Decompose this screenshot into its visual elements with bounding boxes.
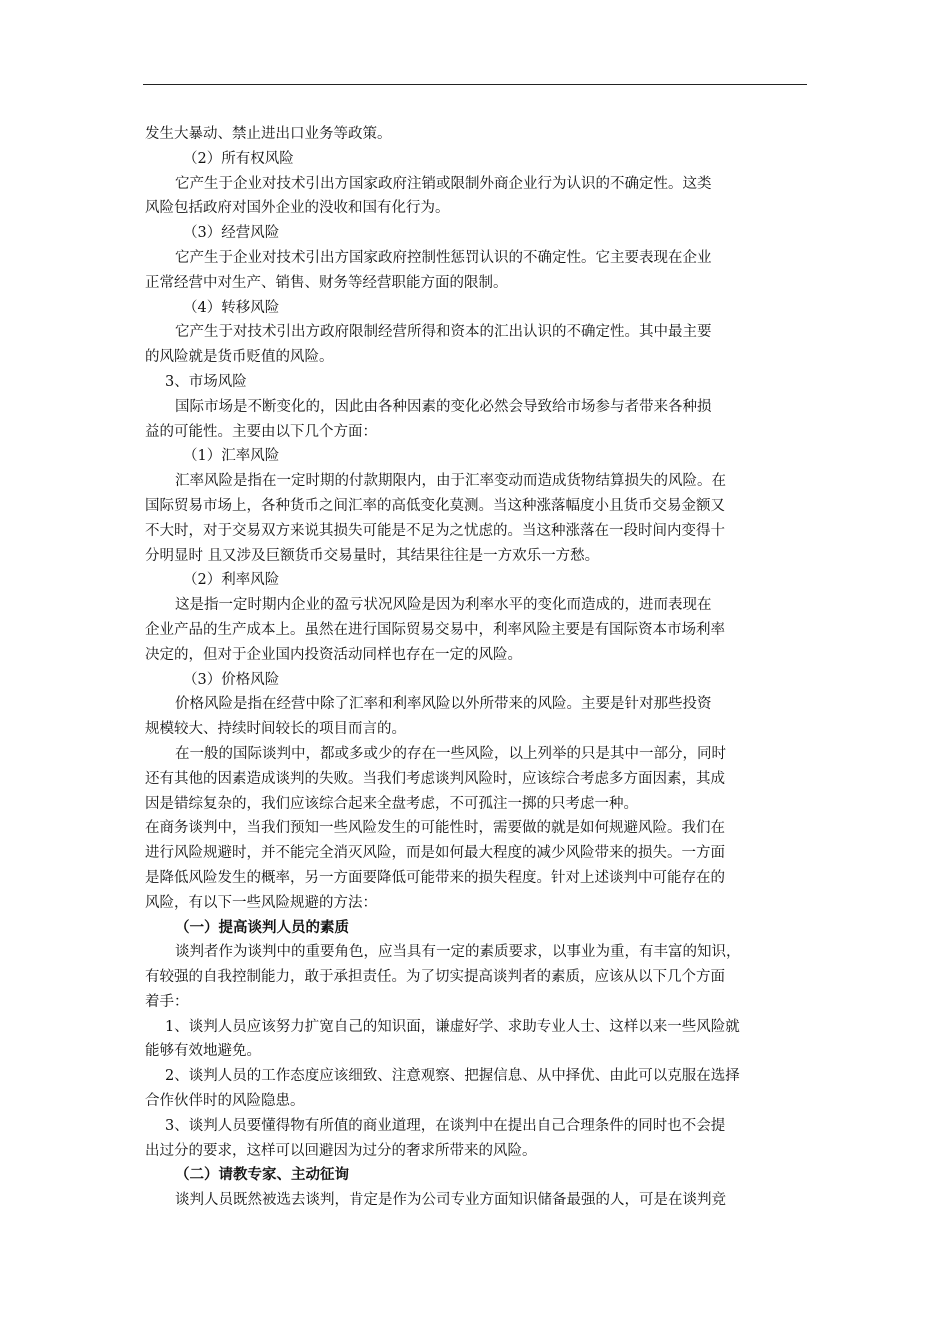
section-heading: （一）提高谈判人员的素质: [175, 918, 349, 936]
text-line: 出过分的要求，这样可以回避因为过分的奢求所带来的风险。: [145, 1142, 537, 1159]
text-line: 因是错综复杂的，我们应该综合起来全盘考虑，不可孤注一掷的只考虑一种。: [145, 795, 638, 812]
text-line: 发生大暴动、禁止进出口业务等政策。: [145, 126, 392, 142]
text-line: 在一般的国际谈判中，都或多或少的存在一些风险，以上列举的只是其中一部分，同时: [175, 745, 726, 762]
text-line: 着手：: [145, 993, 189, 1010]
text-line: 是降低风险发生的概率，另一方面要降低可能带来的损失程度。针对上述谈判中可能存在的: [145, 869, 725, 886]
document-body: [145, 122, 807, 1213]
text-line: 进行风险规避时，并不能完全消灭风险，而是如何最大程度的减少风险带来的损失。一方面: [145, 845, 725, 862]
text-line: 这是指一定时期内企业的盈亏状况风险是因为利率水平的变化而造成的，进而表现在: [175, 597, 712, 614]
text-line: （3）价格风险: [183, 671, 280, 688]
text-line: 正常经营中对生产、销售、财务等经营职能方面的限制。: [145, 274, 508, 291]
text-line: （2）所有权风险: [183, 150, 294, 167]
header-rule: [143, 84, 807, 85]
text-line: （4）转移风险: [183, 299, 280, 316]
text-line: 3、谈判人员要懂得物有所值的商业道理，在谈判中在提出自己合理条件的同时也不会提: [165, 1117, 726, 1134]
text-line: 它产生于企业对技术引出方国家政府注销或限制外商企业行为认识的不确定性。这类: [175, 175, 712, 192]
text-line: 汇率风险是指在一定时期的付款期限内，由于汇率变动而造成货物结算损失的风险。在: [175, 473, 726, 490]
text-line: （1）汇率风险: [183, 448, 280, 465]
text-line: 风险，有以下一些风险规避的方法：: [145, 894, 377, 911]
text-line: 在商务谈判中，当我们预知一些风险发生的可能性时，需要做的就是如何规避风险。我们在: [145, 820, 725, 837]
text-line: （2）利率风险: [183, 572, 280, 589]
text-line: 谈判者作为谈判中的重要角色，应当具有一定的素质要求，以事业为重，有丰富的知识，: [175, 944, 741, 961]
text-line: 它产生于企业对技术引出方国家政府控制性惩罚认识的不确定性。它主要表现在企业: [175, 249, 712, 266]
text-line: 企业产品的生产成本上。虽然在进行国际贸易交易中，利率风险主要是有国际资本市场利率: [145, 621, 725, 638]
text-line: 不大时，对于交易双方来说其损失可能是不足为之忧虑的。当这种涨落在一段时间内变得十: [145, 522, 725, 539]
text-line: 价格风险是指在经营中除了汇率和利率风险以外所带来的风险。主要是针对那些投资: [175, 696, 712, 713]
text-line: 国际贸易市场上，各种货币之间汇率的高低变化莫测。当这种涨落幅度小且货币交易金额又: [145, 497, 725, 514]
text-line: 1、谈判人员应该努力扩宽自己的知识面，谦虚好学、求助专业人士、这样以来一些风险就: [165, 1018, 740, 1035]
text-line: 3、市场风险: [165, 373, 247, 390]
text-line: 的风险就是货币贬值的风险。: [145, 349, 334, 366]
text-line: （3）经营风险: [183, 225, 280, 242]
text-line: 决定的，但对于企业国内投资活动同样也存在一定的风险。: [145, 646, 522, 663]
text-line: 能够有效地避免。: [145, 1043, 261, 1060]
text-line: 2、谈判人员的工作态度应该细致、注意观察、把握信息、从中择优、由此可以克服在选择: [165, 1068, 740, 1085]
text-line: 合作伙伴时的风险隐患。: [145, 1093, 305, 1110]
text-line: 分明显时 且又涉及巨额货币交易量时，其结果往往是一方欢乐一方愁。: [145, 547, 600, 564]
text-line: 益的可能性。主要由以下几个方面：: [145, 423, 377, 440]
section-heading: （二）请教专家、主动征询: [175, 1166, 349, 1184]
text-line: 还有其他的因素造成谈判的失败。当我们考虑谈判风险时，应该综合考虑多方面因素，其成: [145, 770, 725, 787]
text-line: 规模较大、持续时间较长的项目而言的。: [145, 721, 406, 738]
text-line: 谈判人员既然被选去谈判，肯定是作为公司专业方面知识储备最强的人，可是在谈判竞: [175, 1192, 726, 1209]
text-line: 国际市场是不断变化的，因此由各种因素的变化必然会导致给市场参与者带来各种损: [175, 398, 712, 415]
text-line: 有较强的自我控制能力，敢于承担责任。为了切实提高谈判者的素质，应该从以下几个方面: [145, 969, 725, 986]
text-line: 风险包括政府对国外企业的没收和国有化行为。: [145, 200, 450, 217]
text-line: 它产生于对技术引出方政府限制经营所得和资本的汇出认识的不确定性。其中最主要: [175, 324, 712, 341]
